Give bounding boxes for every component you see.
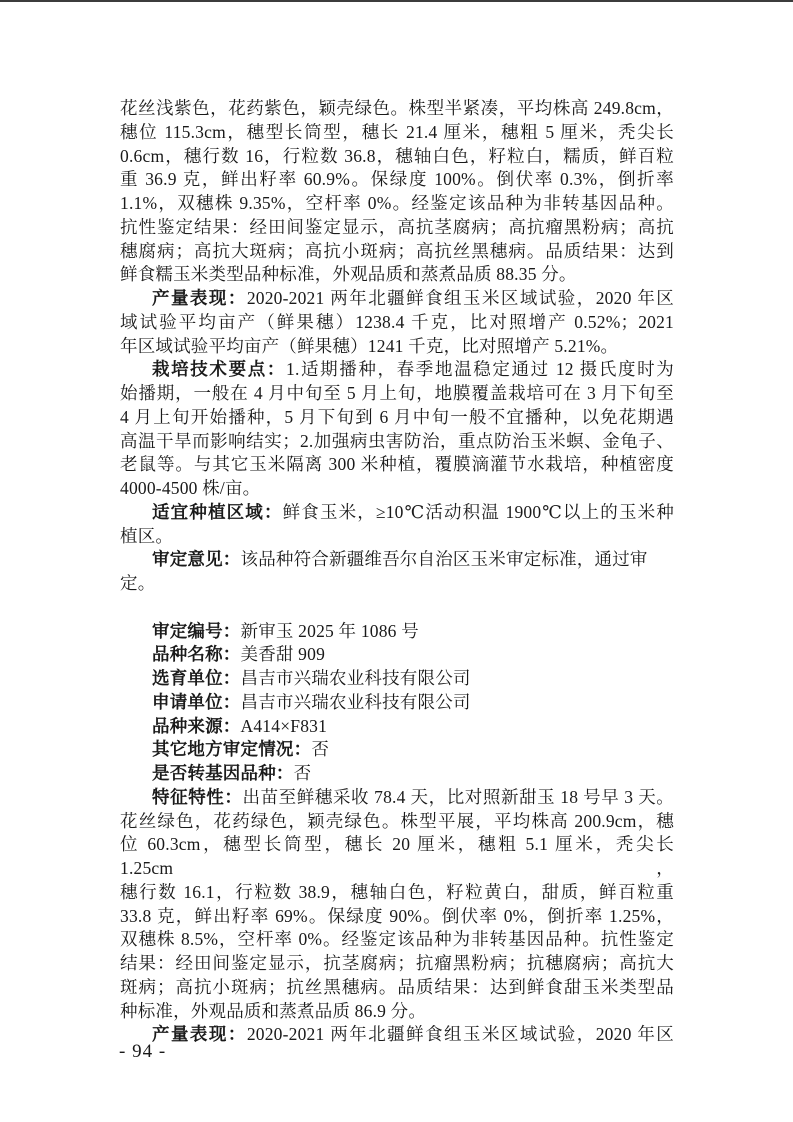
line-text: 年区域试验平均亩产（鲜果穗）1241 千克，比对照增产 5.21%。	[120, 335, 619, 356]
text-line	[120, 430, 674, 454]
text-line	[120, 1023, 674, 1047]
line-text: 昌吉市兴瑞农业科技有限公司	[240, 691, 471, 712]
field-label: 栽培技术要点：	[152, 359, 286, 380]
text-line	[120, 952, 674, 976]
line-text: 否	[293, 763, 312, 783]
line-text: 昌吉市兴瑞农业科技有限公司	[240, 668, 471, 688]
line-text: 鲜食玉米，≥10℃活动积温 1900℃以上的玉米种	[282, 501, 674, 522]
line-text: 穗位 115.3cm，穗型长筒型，穗长 21.4 厘米，穗粗 5 厘米，秃尖长	[120, 121, 674, 142]
field-label: 适宜种植区域：	[152, 501, 283, 522]
text-line	[120, 263, 674, 287]
text-line	[120, 501, 674, 525]
line-text: 重 36.9 克，鲜出籽率 60.9%。保绿度 100%。倒伏率 0.3%，倒折率	[120, 169, 674, 190]
line-text: 33.8 克，鲜出籽率 69%。保绿度 90%。倒伏率 0%，倒折率 1.25%，	[120, 905, 674, 926]
line-text: 否	[311, 739, 330, 760]
text-line	[120, 335, 674, 359]
line-text: 植区。	[120, 525, 174, 546]
line-text: A414×F831	[240, 715, 328, 736]
text-line	[120, 691, 674, 715]
text-line	[120, 881, 674, 905]
line-text: 出苗至鲜穗采收 78.4 天，比对照新甜玉 18 号早 3 天。	[242, 786, 674, 807]
field-label: 产量表现：	[152, 1024, 247, 1045]
line-text: 双穗株 8.5%，空杆率 0%。经鉴定该品种为非转基因品种。抗性鉴定	[120, 929, 674, 950]
line-text: 2020-2021 两年北疆鲜食组玉米区域试验，2020 年区	[246, 1024, 675, 1045]
line-text: 1.1%，双穗株 9.35%，空杆率 0%。经鉴定该品种为非转基因品种。	[120, 193, 674, 213]
line-text: 2020-2021 两年北疆鲜食组玉米区域试验，2020 年区	[246, 288, 675, 308]
text-line	[120, 905, 674, 929]
page-number: - 94 -	[119, 1041, 167, 1062]
line-text: 4000-4500 株/亩。	[120, 478, 261, 498]
field-label: 品种来源：	[152, 715, 241, 736]
line-text: 种标准，外观品质和蒸煮品质 86.9 分。	[120, 1000, 427, 1021]
line-text: 新审玉 2025 年 1086 号	[240, 620, 419, 641]
text-line	[120, 168, 674, 192]
line-text: 域试验平均亩产（鲜果穗）1238.4 千克，比对照增产 0.52%；2021	[120, 311, 674, 332]
text-line	[120, 216, 674, 240]
text-line	[120, 833, 674, 881]
line-text: 始播期，一般在 4 月中旬至 5 月上旬，地膜覆盖栽培可在 3 月下旬至	[120, 383, 674, 403]
text-line	[120, 453, 674, 477]
text-line	[120, 810, 674, 834]
text-line	[120, 477, 674, 501]
text-line	[120, 786, 674, 810]
text-line	[120, 311, 674, 335]
field-label: 审定编号：	[152, 620, 241, 641]
text-line	[120, 240, 674, 264]
line-text: 斑病；高抗小斑病；抗丝黑穗病。品质结果：达到鲜食甜玉米类型品	[120, 976, 674, 997]
text-line	[120, 548, 674, 596]
line-text: 高温干旱而影响结实；2.加强病虫害防治，重点防治玉米螟、金龟子、	[120, 430, 674, 451]
field-label: 申请单位：	[152, 691, 241, 712]
text-line	[120, 667, 674, 691]
text-line	[120, 97, 674, 121]
line-text: 花丝绿色，花药绿色，颖壳绿色。株型平展，平均株高 200.9cm，穗	[120, 810, 674, 831]
line-text: 0.6cm，穗行数 16，行粒数 36.8，穗轴白色，籽粒白，糯质，鲜百粒	[120, 145, 674, 166]
text-line	[120, 358, 674, 382]
line-text: 穗行数 16.1，行粒数 38.9，穗轴白色，籽粒黄白，甜质，鲜百粒重	[120, 881, 674, 902]
text-line	[120, 1000, 674, 1024]
field-label: 选育单位：	[152, 668, 241, 688]
text-line	[120, 762, 674, 786]
line-text: 穗腐病；高抗大斑病；高抗小斑病；高抗丝黑穗病。品质结果：达到	[120, 240, 674, 261]
field-label: 产量表现：	[152, 288, 247, 308]
line-text: 鲜食糯玉米类型品种标准，外观品质和蒸煮品质 88.35 分。	[120, 264, 577, 285]
field-label: 品种名称：	[152, 644, 241, 665]
text-line	[120, 382, 674, 406]
field-label: 其它地方审定情况：	[152, 739, 312, 760]
field-label: 特征特性：	[152, 786, 243, 807]
line-text: 该品种符合新疆维吾尔自治区玉米审定标准，通过审定。	[120, 549, 648, 593]
text-line	[120, 121, 674, 145]
line-text: 抗性鉴定结果：经田间鉴定显示，高抗茎腐病；高抗瘤黑粉病；高抗	[120, 216, 674, 237]
text-line	[120, 738, 674, 762]
text-line	[120, 928, 674, 952]
line-text: 老鼠等。与其它玉米隔离 300 米种植，覆膜滴灌节水栽培，种植密度	[120, 454, 674, 475]
text-line	[120, 715, 674, 739]
text-line	[120, 620, 674, 644]
blank-line	[120, 596, 674, 620]
text-line	[120, 525, 674, 549]
text-line	[120, 287, 674, 311]
field-label: 审定意见：	[152, 549, 241, 570]
text-line	[120, 643, 674, 667]
scan-edge-artifact	[0, 0, 793, 2]
text-line	[120, 192, 674, 216]
line-text: 结果：经田间鉴定显示，抗茎腐病；抗瘤黑粉病；抗穗腐病；高抗大	[120, 953, 674, 973]
text-line	[120, 976, 674, 1000]
line-text: 位 60.3cm，穗型长筒型，穗长 20 厘米，穗粗 5.1 厘米，秃尖长 1.25cm，	[120, 834, 674, 878]
document-body	[120, 97, 674, 1047]
line-text: 美香甜 909	[240, 644, 326, 665]
line-text: 1.适期播种，春季地温稳定通过 12 摄氏度时为	[286, 359, 674, 380]
line-text: 4 月上旬开始播种，5 月下旬到 6 月中旬一般不宜播种，以免花期遇	[120, 406, 674, 427]
text-line	[120, 145, 674, 169]
field-label: 是否转基因品种：	[152, 763, 294, 783]
text-line	[120, 406, 674, 430]
line-text: 花丝浅紫色，花药紫色，颖壳绿色。株型半紧凑，平均株高 249.8cm，	[120, 98, 674, 118]
